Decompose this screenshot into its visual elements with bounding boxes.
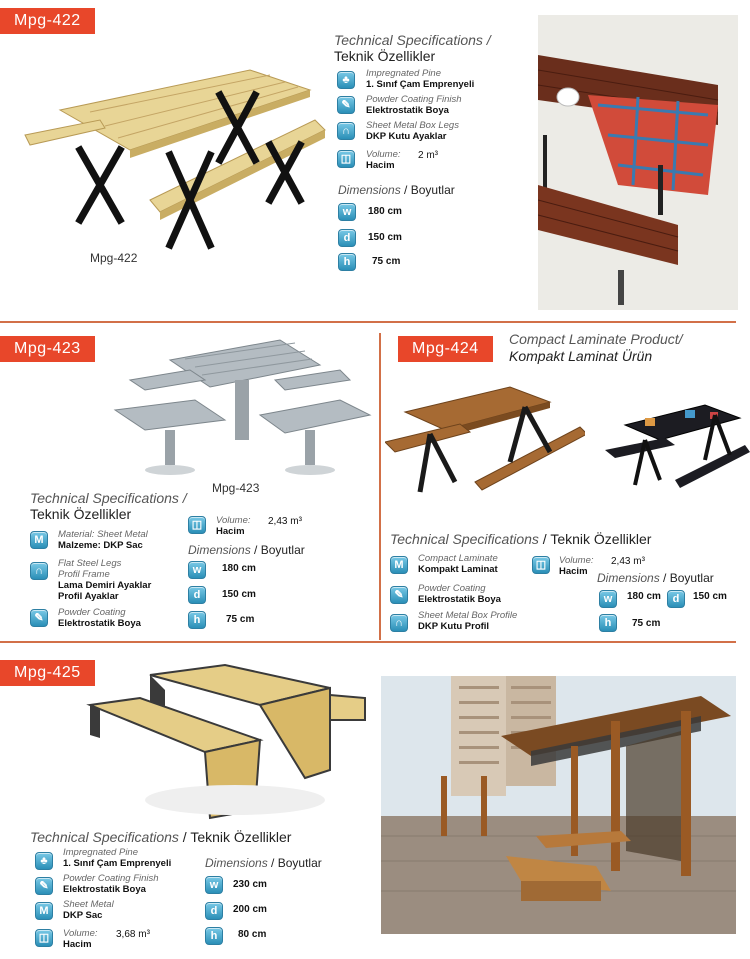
volume-value: 2 m³	[418, 150, 438, 161]
volume-icon: ◫	[188, 516, 206, 534]
dimensions-heading: Dimensions / Boyutlar	[188, 543, 305, 557]
spec-heading-tr: Teknik Özellikler	[30, 506, 132, 522]
product-heading-en: Compact Laminate Product/	[509, 331, 683, 347]
model-label: Mpg-422	[90, 251, 138, 265]
spec-item	[63, 873, 159, 895]
dimensions-heading: Dimensions / Boyutlar	[338, 183, 455, 197]
spec-item-en: Powder Coating Finish	[63, 873, 159, 884]
pine-icon: ♣	[35, 852, 53, 870]
spec-heading-en: Technical Specifications /	[30, 490, 187, 506]
spec-item-tr: 1. Sınıf Çam Emprenyeli	[366, 79, 475, 90]
dimensions-heading-en: Dimensions	[597, 571, 660, 585]
depth-icon: d	[205, 902, 223, 920]
spec-item	[366, 68, 474, 90]
box-legs-icon: ∩	[337, 122, 355, 140]
spec-item	[418, 553, 498, 575]
spec-heading-en: Technical Specifications	[30, 829, 179, 845]
divider	[0, 641, 736, 643]
spray-icon: ✎	[390, 586, 408, 604]
product-tag-mpg-422: Mpg-422	[0, 8, 95, 34]
mpg-422-table-image	[20, 50, 330, 260]
volume-value: 3,68 m³	[116, 929, 150, 940]
volume	[366, 149, 401, 171]
width-icon: w	[188, 561, 206, 579]
depth-icon: d	[188, 586, 206, 604]
product-tag-mpg-425: Mpg-425	[0, 660, 95, 686]
volume-label-en: Volume:	[366, 149, 401, 160]
depth-value: 150 cm	[693, 591, 727, 602]
depth-value: 150 cm	[368, 232, 402, 243]
volume-label-en: Volume:	[559, 555, 594, 566]
box-legs-icon: ∩	[390, 614, 408, 632]
spray-icon: ✎	[337, 96, 355, 114]
product-heading	[509, 331, 683, 365]
spec-item-tr: DKP Sac	[63, 910, 103, 921]
spec-item-tr: DKP Kutu Profil	[418, 621, 490, 632]
material-icon: M	[35, 902, 53, 920]
volume	[216, 515, 251, 537]
volume-label-tr: Hacim	[366, 160, 395, 171]
depth-value: 200 cm	[233, 904, 267, 915]
material-icon: M	[30, 531, 48, 549]
mpg-423-table-image	[110, 335, 380, 485]
height-icon: h	[599, 614, 617, 632]
mpg-424-laminate-table-image	[605, 400, 750, 510]
mpg-422-photo	[538, 15, 738, 310]
dimensions-heading-tr: Boyutlar	[277, 856, 322, 870]
material-icon: M	[390, 556, 408, 574]
volume-icon: ◫	[532, 556, 550, 574]
width-value: 180 cm	[627, 591, 661, 602]
model-label: Mpg-423	[212, 481, 260, 495]
spec-item-en: Powder Coating	[418, 583, 486, 594]
spec-heading-en: Technical Specifications	[390, 531, 539, 547]
height-icon: h	[338, 253, 356, 271]
spec-item	[58, 607, 141, 629]
dimensions-heading: Dimensions / Boyutlar	[597, 571, 714, 585]
volume	[559, 555, 594, 577]
spec-item	[366, 120, 459, 142]
divider	[379, 333, 381, 640]
width-value: 180 cm	[222, 563, 256, 574]
spec-heading-tr: Teknik Özellikler	[190, 829, 292, 845]
volume-value: 2,43 m³	[611, 556, 645, 567]
spec-heading-tr: Teknik Özellikler	[550, 531, 652, 547]
spec-item-en: Powder Coating	[58, 607, 126, 618]
volume-label-tr: Hacim	[216, 526, 245, 537]
dimensions-heading-en: Dimensions	[188, 543, 251, 557]
dimensions-heading-tr: Boyutlar	[669, 571, 714, 585]
spec-item-en: Sheet Metal Box Profile	[418, 610, 518, 621]
height-icon: h	[205, 927, 223, 945]
spec-item	[58, 558, 151, 602]
legs-icon: ∩	[30, 562, 48, 580]
spec-item-tr: Lama Demiri Ayaklar	[58, 580, 152, 591]
volume	[63, 928, 98, 950]
height-value: 75 cm	[632, 618, 661, 629]
width-value: 180 cm	[368, 206, 402, 217]
spec-item-tr: 1. Sınıf Çam Emprenyeli	[63, 858, 172, 869]
mpg-424-wood-table-image	[385, 382, 585, 522]
spec-item-en: Impregnated Pine	[63, 847, 138, 858]
divider	[0, 321, 736, 323]
spec-item-tr: Profil Ayaklar	[58, 591, 119, 602]
spec-item-tr: DKP Kutu Ayaklar	[366, 131, 447, 142]
dimensions-heading-tr: Boyutlar	[260, 543, 305, 557]
height-icon: h	[188, 611, 206, 629]
width-icon: w	[599, 590, 617, 608]
volume-label-en: Volume:	[63, 928, 98, 939]
mpg-425-pergola-photo	[381, 676, 736, 934]
width-value: 230 cm	[233, 879, 267, 890]
volume-icon: ◫	[35, 929, 53, 947]
spec-item-en: Compact Laminate	[418, 553, 498, 564]
spec-heading-en: Technical Specifications /	[334, 32, 491, 48]
volume-icon: ◫	[337, 150, 355, 168]
spec-item-tr: Elektrostatik Boya	[63, 884, 146, 895]
depth-icon: d	[338, 229, 356, 247]
width-icon: w	[338, 203, 356, 221]
depth-value: 150 cm	[222, 589, 256, 600]
product-tag-mpg-424: Mpg-424	[398, 336, 493, 362]
product-heading-tr: Kompakt Laminat Ürün	[509, 348, 653, 364]
spec-item	[63, 847, 171, 869]
dimensions-heading: Dimensions / Boyutlar	[205, 856, 322, 870]
spec-item-en: Sheet Metal Box Legs	[366, 120, 459, 131]
depth-icon: d	[667, 590, 685, 608]
width-icon: w	[205, 876, 223, 894]
spec-heading: Technical Specifications / Teknik Özellikler	[30, 829, 292, 845]
spec-heading-tr: Teknik Özellikler	[334, 48, 436, 64]
height-value: 75 cm	[226, 614, 255, 625]
spec-item	[63, 899, 114, 921]
spec-item-en: Sheet Metal	[63, 899, 114, 910]
height-value: 75 cm	[372, 256, 401, 267]
spec-item	[58, 529, 148, 551]
spec-item	[418, 610, 517, 632]
volume-label-tr: Hacim	[63, 939, 92, 950]
volume-label-en: Volume:	[216, 515, 251, 526]
spec-item-en: Impregnated Pine	[366, 68, 441, 79]
volume-value: 2,43 m³	[268, 516, 302, 527]
dimensions-heading-en: Dimensions	[338, 183, 401, 197]
spec-item-tr: Elektrostatik Boya	[58, 618, 141, 629]
spec-item-tr: Kompakt Laminat	[418, 564, 498, 575]
mpg-425-table-image	[85, 660, 375, 825]
spec-item-tr: Malzeme: DKP Sac	[58, 540, 143, 551]
spray-icon: ✎	[30, 609, 48, 627]
dimensions-heading-tr: Boyutlar	[410, 183, 455, 197]
spec-item-tr: Elektrostatik Boya	[418, 594, 501, 605]
height-value: 80 cm	[238, 929, 267, 940]
spec-heading	[334, 32, 534, 64]
spec-item-en: Material: Sheet Metal	[58, 529, 148, 540]
product-tag-mpg-423: Mpg-423	[0, 336, 95, 362]
spec-item-en: Powder Coating Finish	[366, 94, 462, 105]
spec-heading: Technical Specifications / Teknik Özellikler	[390, 531, 652, 547]
spec-item-tr: Elektrostatik Boya	[366, 105, 449, 116]
spec-item	[366, 94, 462, 116]
spec-item	[418, 583, 501, 605]
volume-label-tr: Hacim	[559, 566, 588, 577]
dimensions-heading-en: Dimensions	[205, 856, 268, 870]
spec-item-en: Flat Steel Legs	[58, 558, 122, 569]
spec-item-en: Profil Frame	[58, 569, 110, 580]
spray-icon: ✎	[35, 877, 53, 895]
pine-icon: ♣	[337, 71, 355, 89]
